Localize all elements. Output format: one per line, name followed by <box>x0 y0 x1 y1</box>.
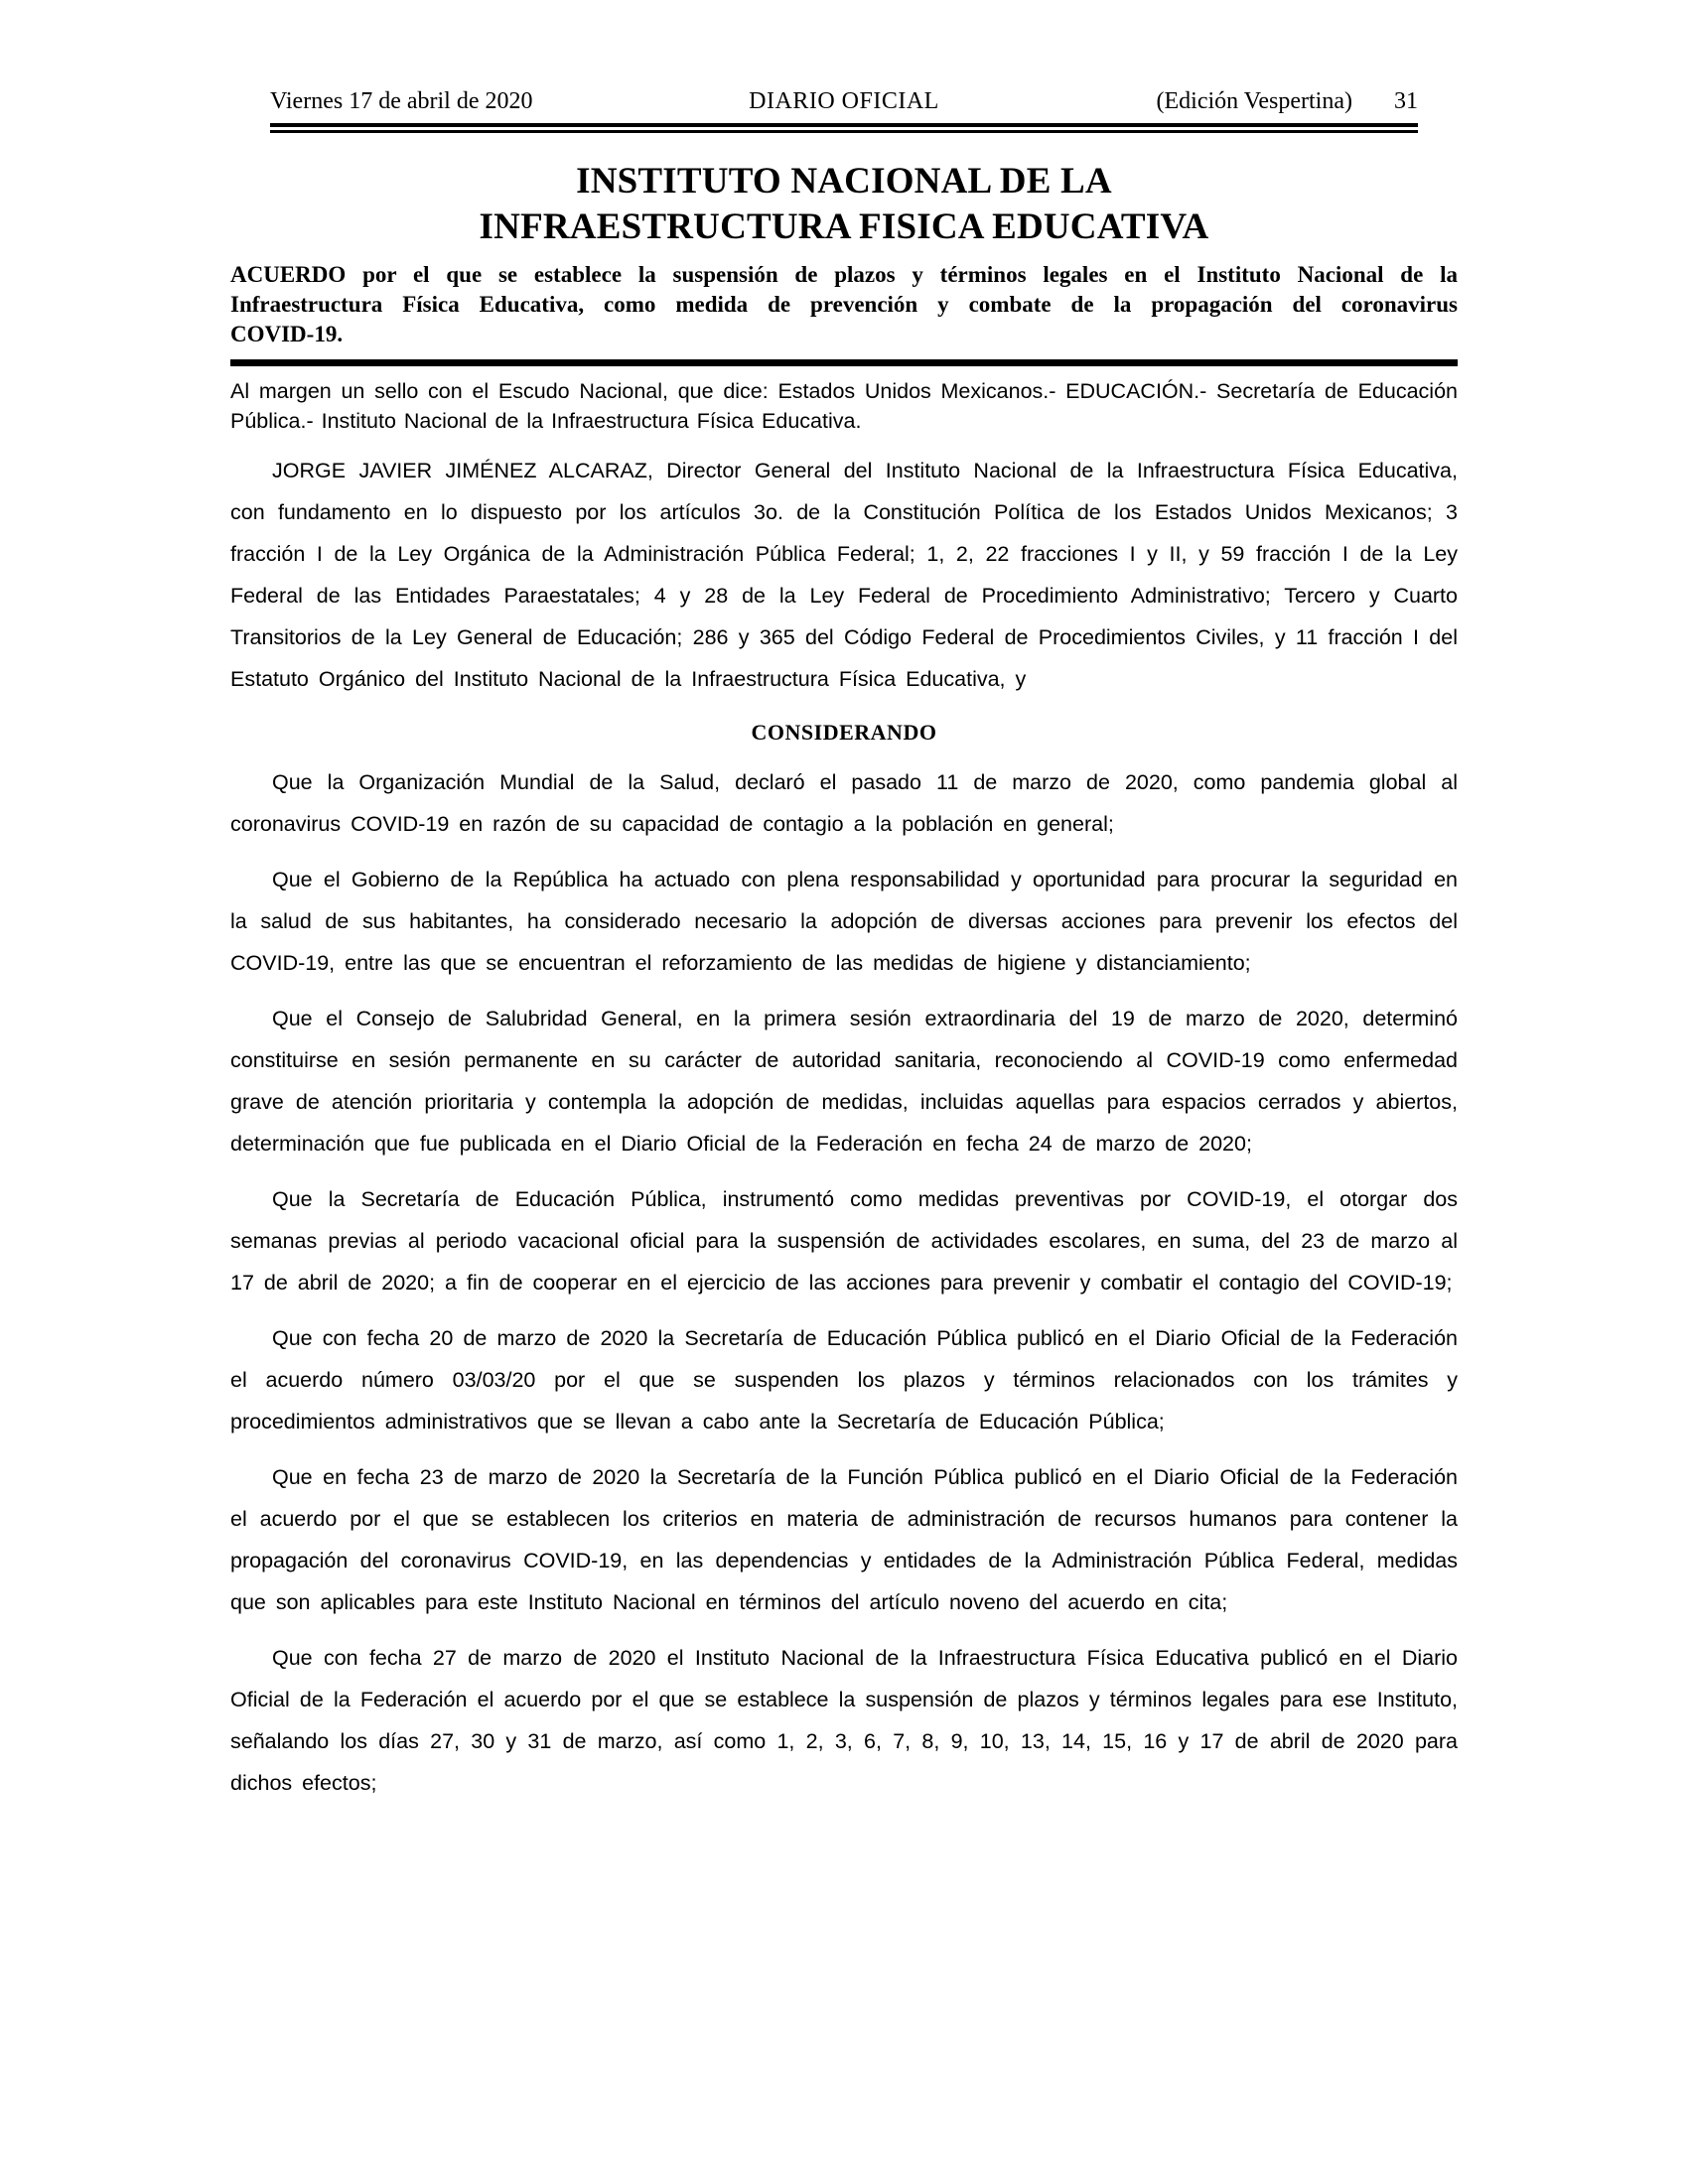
intro-paragraph: JORGE JAVIER JIMÉNEZ ALCARAZ, Director General del Instituto Nacional de la Infraestructura Física Educativa, con fundamento en lo dispuesto por los artículos 3o. de la Constitución Política de los Estados Unidos Mexicanos; 3 fracción I de la Ley Orgánica de la Administración Pública Federal; 1, 2, 22 fracciones I y II, y 59 fracción I de la Ley Federal de las Entidades Paraestatales; 4 y 28 de la Ley Federal de Procedimiento Administrativo; Tercero y Cuarto Transitorios de la Ley General de Educación; 286 y 365 del Código Federal de Procedimientos Civiles, y 11 fracción I del Estatuto Orgánico del Instituto Nacional de la Infraestructura Física Educativa, y <box>230 459 1458 691</box>
document-title-line1: INSTITUTO NACIONAL DE LA <box>576 161 1112 202</box>
consideration-paragraph-1: Que la Organización Mundial de la Salud, declaró el pasado 11 de marzo de 2020, como pandemia global al coronavirus COVID-19 en razón de su capacidad de contagio a la población en general; <box>230 770 1458 836</box>
considerando-heading: CONSIDERANDO <box>751 720 937 745</box>
document-content-column <box>230 0 1458 1804</box>
header-page-number: 31 <box>1394 88 1418 114</box>
consideration-paragraph-7: Que con fecha 27 de marzo de 2020 el Instituto Nacional de la Infraestructura Física Educativa publicó en el Diario Oficial de la Federación el acuerdo por el que se establece la suspensión de plazos y términos legales para ese Instituto, señalando los días 27, 30 y 31 de marzo, así como 1, 2, 3, 6, 7, 8, 9, 10, 13, 14, 15, 16 y 17 de abril de 2020 para dichos efectos; <box>230 1646 1458 1795</box>
header-publication-title: DIARIO OFICIAL <box>749 88 939 114</box>
decree-summary: ACUERDO por el que se establece la suspensión de plazos y términos legales en el Instituto Nacional de la Infraestructura Física Educativa, como medida de prevención y combate de la propagación del coronavirus COVID-19. <box>230 262 1458 346</box>
header-right-group <box>939 87 1418 115</box>
consideration-paragraph-3: Que el Consejo de Salubridad General, en la primera sesión extraordinaria del 19 de marzo de 2020, determinó constituirse en sesión permanente en su carácter de autoridad sanitaria, reconociendo al COVID-19 como enfermedad grave de atención prioritaria y contempla la adopción de medidas, incluidas aquellas para espacios cerrados y abiertos, determinación que fue publicada en el Diario Oficial de la Federación en fecha 24 de marzo de 2020; <box>230 1007 1458 1156</box>
consideration-paragraph-2: Que el Gobierno de la República ha actuado con plena responsabilidad y oportunidad para procurar la seguridad en la salud de sus habitantes, ha considerado necesario la adopción de diversas acciones para prevenir los efectos del COVID-19, entre las que se encuentran el reforzamiento de las medidas de higiene y distanciamiento; <box>230 868 1458 975</box>
consideration-paragraph-5: Que con fecha 20 de marzo de 2020 la Secretaría de Educación Pública publicó en el Diario Oficial de la Federación el acuerdo número 03/03/20 por el que se suspenden los plazos y términos relacionados con los trámites y procedimientos administrativos que se llevan a cabo ante la Secretaría de Educación Pública; <box>230 1326 1458 1433</box>
header-date: Viernes 17 de abril de 2020 <box>270 88 533 114</box>
document-title <box>230 159 1458 250</box>
header-double-rule <box>270 123 1418 133</box>
consideration-paragraph-6: Que en fecha 23 de marzo de 2020 la Secretaría de la Función Pública publicó en el Diario Oficial de la Federación el acuerdo por el que se establecen los criterios en materia de administración de recursos humanos para contener la propagación del coronavirus COVID-19, en las dependencias y entidades de la Administración Pública Federal, medidas que son aplicables para este Instituto Nacional en términos del artículo noveno del acuerdo en cita; <box>230 1465 1458 1614</box>
document-title-line2: INFRAESTRUCTURA FISICA EDUCATIVA <box>479 206 1209 247</box>
page-header <box>270 87 1418 115</box>
margin-seal-note: Al margen un sello con el Escudo Nacional, que dice: Estados Unidos Mexicanos.- EDUCACIÓN.- Secretaría de Educación Pública.- Instituto Nacional de la Infraestructura Física Educativa. <box>230 379 1458 433</box>
section-divider-rule <box>230 359 1458 366</box>
consideration-paragraph-4: Que la Secretaría de Educación Pública, instrumentó como medidas preventivas por COVID-19, el otorgar dos semanas previas al periodo vacacional oficial para la suspensión de actividades escolares, en suma, del 23 de marzo al 17 de abril de 2020; a fin de cooperar en el ejercicio de las acciones para prevenir y combatir el contagio del COVID-19; <box>230 1187 1458 1295</box>
header-edition-label: (Edición Vespertina) <box>1156 88 1352 114</box>
